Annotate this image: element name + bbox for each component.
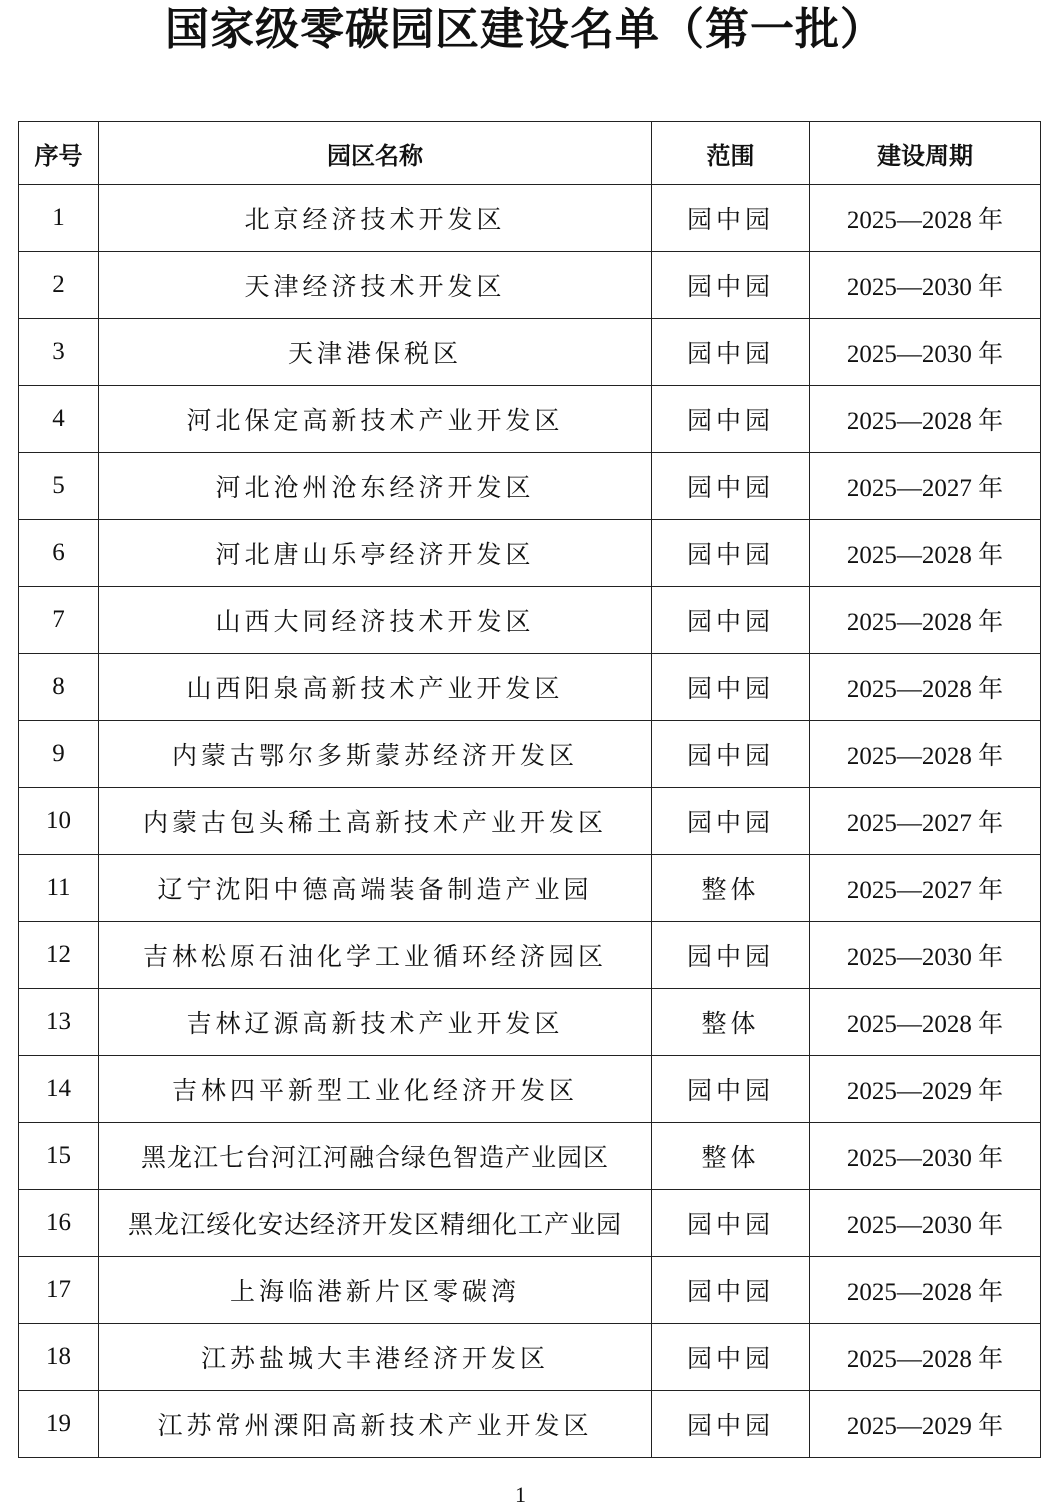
row-seq-cell: 11 [19, 855, 99, 922]
row-name-cell: 天津经济技术开发区 [99, 252, 652, 319]
table-row [19, 1056, 1041, 1123]
row-name-cell: 山西阳泉高新技术产业开发区 [99, 654, 652, 721]
row-seq-cell: 1 [19, 185, 99, 252]
row-period-cell: 2025—2030 年 [810, 1123, 1041, 1190]
row-period-cell: 2025—2027 年 [810, 788, 1041, 855]
row-scope-cell: 整体 [652, 855, 810, 922]
row-scope-cell: 整体 [652, 1123, 810, 1190]
row-name-cell: 河北唐山乐亭经济开发区 [99, 520, 652, 587]
row-period-cell: 2025—2030 年 [810, 252, 1041, 319]
row-scope-cell: 园中园 [652, 252, 810, 319]
row-seq-cell: 3 [19, 319, 99, 386]
row-scope-cell: 园中园 [652, 721, 810, 788]
row-period-cell: 2025—2028 年 [810, 185, 1041, 252]
row-scope-cell: 园中园 [652, 788, 810, 855]
row-seq-cell: 9 [19, 721, 99, 788]
row-scope-cell: 园中园 [652, 386, 810, 453]
table-row [19, 922, 1041, 989]
row-period-cell: 2025—2028 年 [810, 1257, 1041, 1324]
row-seq-cell: 6 [19, 520, 99, 587]
row-seq-cell: 7 [19, 587, 99, 654]
header-name: 园区名称 [99, 122, 652, 185]
row-scope-cell: 园中园 [652, 1257, 810, 1324]
row-scope-cell: 整体 [652, 989, 810, 1056]
row-period-cell: 2025—2030 年 [810, 319, 1041, 386]
table-row [19, 319, 1041, 386]
table-row [19, 386, 1041, 453]
row-period-cell: 2025—2027 年 [810, 453, 1041, 520]
row-name-cell: 吉林辽源高新技术产业开发区 [99, 989, 652, 1056]
table-row [19, 788, 1041, 855]
row-scope-cell: 园中园 [652, 319, 810, 386]
row-scope-cell: 园中园 [652, 520, 810, 587]
row-name-cell: 内蒙古包头稀土高新技术产业开发区 [99, 788, 652, 855]
row-period-cell: 2025—2030 年 [810, 1190, 1041, 1257]
park-list-table [18, 121, 1041, 1458]
row-seq-cell: 14 [19, 1056, 99, 1123]
table-row [19, 520, 1041, 587]
row-scope-cell: 园中园 [652, 453, 810, 520]
table-header-row [19, 122, 1041, 185]
row-seq-cell: 15 [19, 1123, 99, 1190]
row-period-cell: 2025—2029 年 [810, 1391, 1041, 1458]
row-scope-cell: 园中园 [652, 654, 810, 721]
row-seq-cell: 2 [19, 252, 99, 319]
row-name-cell: 山西大同经济技术开发区 [99, 587, 652, 654]
table-row [19, 587, 1041, 654]
table-row [19, 1257, 1041, 1324]
row-scope-cell: 园中园 [652, 587, 810, 654]
row-period-cell: 2025—2028 年 [810, 386, 1041, 453]
table-row [19, 654, 1041, 721]
table-row [19, 989, 1041, 1056]
row-seq-cell: 4 [19, 386, 99, 453]
row-seq-cell: 5 [19, 453, 99, 520]
row-period-cell: 2025—2028 年 [810, 587, 1041, 654]
row-seq-cell: 17 [19, 1257, 99, 1324]
row-name-cell: 河北沧州沧东经济开发区 [99, 453, 652, 520]
row-name-cell: 内蒙古鄂尔多斯蒙苏经济开发区 [99, 721, 652, 788]
row-period-cell: 2025—2028 年 [810, 989, 1041, 1056]
table-row [19, 453, 1041, 520]
row-period-cell: 2025—2030 年 [810, 922, 1041, 989]
table-row [19, 721, 1041, 788]
row-name-cell: 天津港保税区 [99, 319, 652, 386]
row-scope-cell: 园中园 [652, 1324, 810, 1391]
row-period-cell: 2025—2028 年 [810, 654, 1041, 721]
table-row [19, 252, 1041, 319]
row-period-cell: 2025—2028 年 [810, 520, 1041, 587]
table-row [19, 855, 1041, 922]
row-name-cell: 上海临港新片区零碳湾 [99, 1257, 652, 1324]
row-scope-cell: 园中园 [652, 1391, 810, 1458]
table-row [19, 1391, 1041, 1458]
header-seq: 序号 [19, 122, 99, 185]
header-scope: 范围 [652, 122, 810, 185]
table-row [19, 185, 1041, 252]
header-period: 建设周期 [810, 122, 1041, 185]
row-name-cell: 河北保定高新技术产业开发区 [99, 386, 652, 453]
row-name-cell: 辽宁沈阳中德高端装备制造产业园 [99, 855, 652, 922]
row-name-cell: 吉林四平新型工业化经济开发区 [99, 1056, 652, 1123]
row-scope-cell: 园中园 [652, 1190, 810, 1257]
row-name-cell: 江苏常州溧阳高新技术产业开发区 [99, 1391, 652, 1458]
row-name-cell: 北京经济技术开发区 [99, 185, 652, 252]
table-row [19, 1324, 1041, 1391]
row-period-cell: 2025—2028 年 [810, 721, 1041, 788]
row-name-cell: 黑龙江绥化安达经济开发区精细化工产业园 [99, 1190, 652, 1257]
row-name-cell: 黑龙江七台河江河融合绿色智造产业园区 [99, 1123, 652, 1190]
row-seq-cell: 12 [19, 922, 99, 989]
document-title: 国家级零碳园区建设名单（第一批） [165, 4, 885, 55]
row-period-cell: 2025—2028 年 [810, 1324, 1041, 1391]
table-row [19, 1190, 1041, 1257]
row-name-cell: 江苏盐城大丰港经济开发区 [99, 1324, 652, 1391]
row-seq-cell: 16 [19, 1190, 99, 1257]
table-row [19, 1123, 1041, 1190]
page-number: 1 [515, 1482, 526, 1507]
row-period-cell: 2025—2029 年 [810, 1056, 1041, 1123]
row-seq-cell: 8 [19, 654, 99, 721]
row-period-cell: 2025—2027 年 [810, 855, 1041, 922]
row-scope-cell: 园中园 [652, 185, 810, 252]
row-seq-cell: 10 [19, 788, 99, 855]
row-name-cell: 吉林松原石油化学工业循环经济园区 [99, 922, 652, 989]
row-scope-cell: 园中园 [652, 922, 810, 989]
row-scope-cell: 园中园 [652, 1056, 810, 1123]
row-seq-cell: 18 [19, 1324, 99, 1391]
row-seq-cell: 19 [19, 1391, 99, 1458]
row-seq-cell: 13 [19, 989, 99, 1056]
